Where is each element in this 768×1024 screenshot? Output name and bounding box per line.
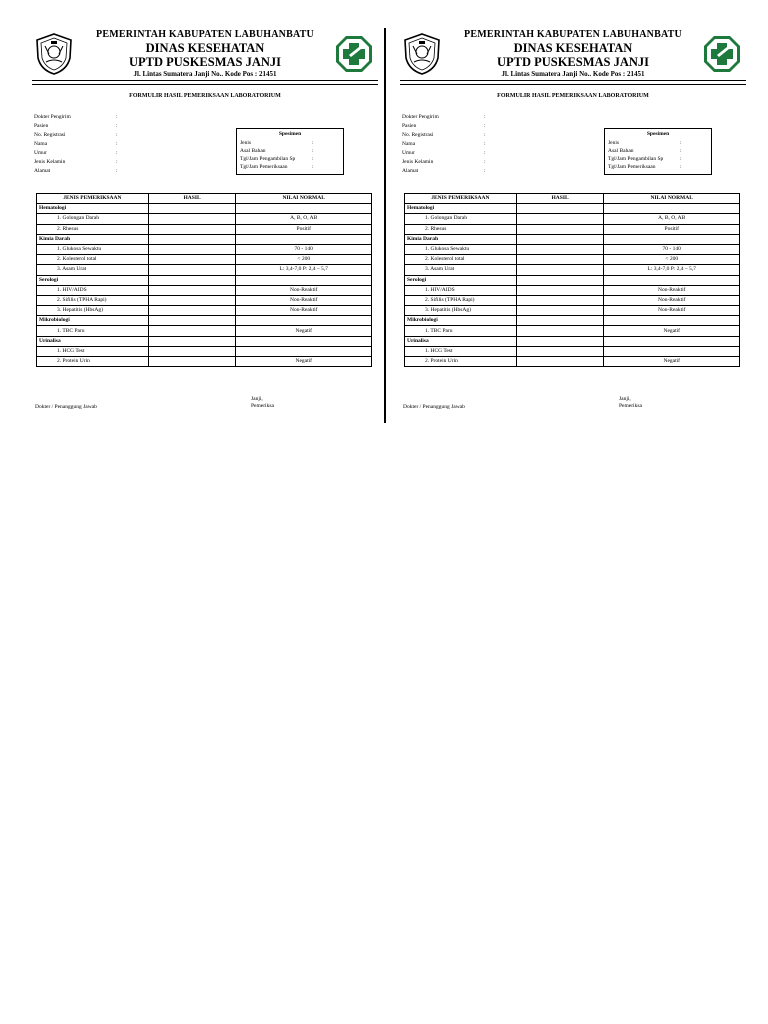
normal-value: Non-Reaktif [236, 285, 372, 295]
field-label: Nama [402, 141, 416, 147]
test-name: 2. Sifilis (TPHA Rapi) [37, 295, 149, 305]
group-label: Kimia Darah [37, 234, 149, 244]
group-row [37, 316, 372, 326]
test-name: 1. TBC Paru [37, 326, 149, 336]
table-row [37, 346, 372, 356]
table-row [37, 224, 372, 234]
letterhead-text [444, 29, 702, 79]
group-label: Serologi [405, 275, 517, 285]
address: Jl. Lintas Sumatera Janji No.. Kode Pos : 21451 [501, 70, 645, 78]
table-row [405, 295, 740, 305]
result-cell[interactable] [516, 255, 604, 265]
specimen-label: Jenis [608, 140, 619, 146]
results-table [36, 193, 372, 367]
test-name: 2. Kolesterol total [37, 255, 149, 265]
result-cell[interactable] [148, 244, 236, 254]
field-label: No. Registrasi [34, 132, 66, 138]
normal-value: < 200 [236, 255, 372, 265]
test-name: 2. Protein Urin [405, 357, 517, 367]
government-name: PEMERINTAH KABUPATEN LABUHANBATU [464, 29, 682, 40]
test-name: 1. Glukosa Sewaktu [405, 244, 517, 254]
normal-value: < 200 [604, 255, 740, 265]
field-label: Alamat [402, 168, 419, 174]
lab-form-right [400, 28, 746, 420]
result-cell[interactable] [148, 346, 236, 356]
result-cell[interactable] [148, 285, 236, 295]
test-name: 1. HCG Test [405, 346, 517, 356]
unit-name: UPTD PUSKESMAS JANJI [128, 55, 282, 69]
result-cell[interactable] [516, 265, 604, 275]
column-header: HASIL [148, 194, 236, 204]
letterhead [400, 28, 746, 84]
field-label: Nama [34, 141, 48, 147]
normal-value: Non-Reaktif [604, 306, 740, 316]
normal-value: Non-Reaktif [236, 306, 372, 316]
lab-form-left [32, 28, 378, 420]
letterhead [32, 28, 378, 84]
normal-value: Positif [604, 224, 740, 234]
test-name: 1. HIV/AIDS [405, 285, 517, 295]
specimen-label: Jenis [240, 140, 251, 146]
table-row [405, 306, 740, 316]
health-cross-icon [702, 34, 742, 74]
result-cell[interactable] [148, 357, 236, 367]
test-name: 1. Golongan Darah [37, 214, 149, 224]
unit-name: UPTD PUSKESMAS JANJI [496, 55, 650, 69]
group-label: Mikrobiologi [37, 316, 149, 326]
group-label: Urinalisa [37, 336, 149, 346]
group-row [405, 275, 740, 285]
result-cell[interactable] [516, 214, 604, 224]
result-cell[interactable] [148, 255, 236, 265]
table-row [405, 214, 740, 224]
test-name: 1. Golongan Darah [405, 214, 517, 224]
table-row [37, 244, 372, 254]
field-label: Pasien [34, 123, 49, 129]
test-name: 2. Rhesus [405, 224, 517, 234]
test-name: 3. Asam Urat [37, 265, 149, 275]
table-row [405, 326, 740, 336]
normal-value: Non-Reaktif [236, 295, 372, 305]
group-row [37, 275, 372, 285]
group-label: Kimia Darah [405, 234, 517, 244]
field-label: Dokter Pengirim [402, 114, 439, 120]
specimen-title: Spesimen [278, 131, 302, 137]
group-row [37, 234, 372, 244]
normal-value [236, 346, 372, 356]
signature-role: Pemeriksa [619, 403, 642, 409]
doctor-signature-label: Dokter / Penanggung Jawab [403, 404, 465, 410]
agency-name: DINAS KESEHATAN [145, 41, 265, 55]
page-divider [384, 28, 386, 423]
normal-value [604, 346, 740, 356]
test-name: 1. Glukosa Sewaktu [37, 244, 149, 254]
normal-value: Positif [236, 224, 372, 234]
field-label: Pasien [402, 123, 417, 129]
examiner-signature [619, 396, 642, 410]
regency-seal-icon [402, 32, 442, 76]
specimen-box: Spesimen Jenis : Asal Bahan : Tgl/Jam Pengambilan Sp : Tgl/Jam Pemeriksaan : [236, 128, 344, 175]
specimen-label: Tgl/Jam Pengambilan Sp [608, 156, 664, 162]
results-table [404, 193, 740, 367]
result-cell[interactable] [148, 224, 236, 234]
form-title: FORMULIR HASIL PEMERIKSAAN LABORATORIUM [129, 93, 281, 99]
letterhead-text [76, 29, 334, 79]
group-label: Urinalisa [405, 336, 517, 346]
doctor-signature-label: Dokter / Penanggung Jawab [35, 404, 97, 410]
table-row [37, 357, 372, 367]
table-row [37, 285, 372, 295]
group-row [405, 336, 740, 346]
field-label: Umur [34, 150, 47, 156]
specimen-label: Asal Bahan [240, 148, 266, 154]
group-row [37, 336, 372, 346]
specimen-label: Asal Bahan [608, 148, 634, 154]
group-label: Mikrobiologi [405, 316, 517, 326]
address: Jl. Lintas Sumatera Janji No.. Kode Pos : 21451 [133, 70, 277, 78]
group-row [405, 316, 740, 326]
examiner-signature [251, 396, 274, 410]
field-label: Jenis Kelamin [34, 159, 66, 165]
field-label: No. Registrasi [402, 132, 434, 138]
table-row [37, 306, 372, 316]
test-name: 2. Kolesterol total [405, 255, 517, 265]
patient-info: Dokter Pengirim : Pasien : No. Registrasi : Nama : Umur : Jenis Kelamin : Alamat : [34, 114, 118, 174]
table-row [405, 357, 740, 367]
table-row [405, 265, 740, 275]
test-name: 2. Protein Urin [37, 357, 149, 367]
table-row [37, 214, 372, 224]
result-cell[interactable] [516, 306, 604, 316]
normal-value: Negatif [604, 326, 740, 336]
agency-name: DINAS KESEHATAN [513, 41, 633, 55]
result-cell[interactable] [516, 295, 604, 305]
signature-place: Janji, [251, 396, 263, 402]
table-row [37, 265, 372, 275]
table-header-row [37, 194, 372, 204]
result-cell[interactable] [148, 214, 236, 224]
test-name: 1. HIV/AIDS [37, 285, 149, 295]
specimen-label: Tgl/Jam Pemeriksaan [608, 164, 656, 170]
normal-value: Non-Reaktif [604, 295, 740, 305]
result-cell[interactable] [516, 346, 604, 356]
table-row [37, 255, 372, 265]
test-name: 1. TBC Paru [405, 326, 517, 336]
column-header: HASIL [516, 194, 604, 204]
normal-value: L: 3,4-7,0 P: 2,4 – 5,7 [604, 265, 740, 275]
health-cross-icon [334, 34, 374, 74]
test-name: 2. Sifilis (TPHA Rapi) [405, 295, 517, 305]
field-label: Jenis Kelamin [402, 159, 434, 165]
group-label: Serologi [37, 275, 149, 285]
normal-value: A, B, O, AB [604, 214, 740, 224]
normal-value: Negatif [604, 357, 740, 367]
normal-value: Negatif [236, 357, 372, 367]
result-cell[interactable] [148, 326, 236, 336]
result-cell[interactable] [516, 224, 604, 234]
normal-value: A, B, O, AB [236, 214, 372, 224]
column-header: NILAI NORMAL [604, 194, 740, 204]
regency-seal-icon [34, 32, 74, 76]
table-row [37, 295, 372, 305]
government-name: PEMERINTAH KABUPATEN LABUHANBATU [96, 29, 314, 40]
table-row [405, 255, 740, 265]
result-cell[interactable] [148, 306, 236, 316]
test-name: 2. Rhesus [37, 224, 149, 234]
specimen-box: Spesimen Jenis : Asal Bahan : Tgl/Jam Pengambilan Sp : Tgl/Jam Pemeriksaan : [604, 128, 712, 175]
table-row [405, 244, 740, 254]
result-cell[interactable] [516, 326, 604, 336]
group-row [37, 204, 372, 214]
signature-role: Pemeriksa [251, 403, 274, 409]
field-label: Umur [402, 150, 415, 156]
field-label: Alamat [34, 168, 51, 174]
table-row [405, 285, 740, 295]
result-cell[interactable] [516, 244, 604, 254]
normal-value: 70 - 140 [604, 244, 740, 254]
table-row [37, 326, 372, 336]
normal-value: 70 - 140 [236, 244, 372, 254]
specimen-title: Spesimen [646, 131, 670, 137]
normal-value: Negatif [236, 326, 372, 336]
result-cell[interactable] [148, 295, 236, 305]
table-row [405, 224, 740, 234]
column-header: NILAI NORMAL [236, 194, 372, 204]
test-name: 3. Hepatitis (HbsAg) [405, 306, 517, 316]
group-row [405, 234, 740, 244]
result-cell[interactable] [516, 357, 604, 367]
group-label: Hematologi [37, 204, 149, 214]
normal-value: L: 3,4-7,0 P: 2,4 – 5,7 [236, 265, 372, 275]
group-row [405, 204, 740, 214]
column-header: JENIS PEMERIKSAAN [405, 194, 517, 204]
test-name: 3. Hepatitis (HbsAg) [37, 306, 149, 316]
patient-info: Dokter Pengirim : Pasien : No. Registrasi : Nama : Umur : Jenis Kelamin : Alamat : [402, 114, 486, 174]
form-title: FORMULIR HASIL PEMERIKSAAN LABORATORIUM [497, 93, 649, 99]
result-cell[interactable] [516, 285, 604, 295]
table-header-row [405, 194, 740, 204]
specimen-label: Tgl/Jam Pemeriksaan [240, 164, 288, 170]
table-row [405, 346, 740, 356]
group-label: Hematologi [405, 204, 517, 214]
test-name: 1. HCG Test [37, 346, 149, 356]
column-header: JENIS PEMERIKSAAN [37, 194, 149, 204]
normal-value: Non-Reaktif [604, 285, 740, 295]
test-name: 3. Asam Urat [405, 265, 517, 275]
result-cell[interactable] [148, 265, 236, 275]
specimen-label: Tgl/Jam Pengambilan Sp [240, 156, 296, 162]
field-label: Dokter Pengirim [34, 114, 71, 120]
signature-place: Janji, [619, 396, 631, 402]
